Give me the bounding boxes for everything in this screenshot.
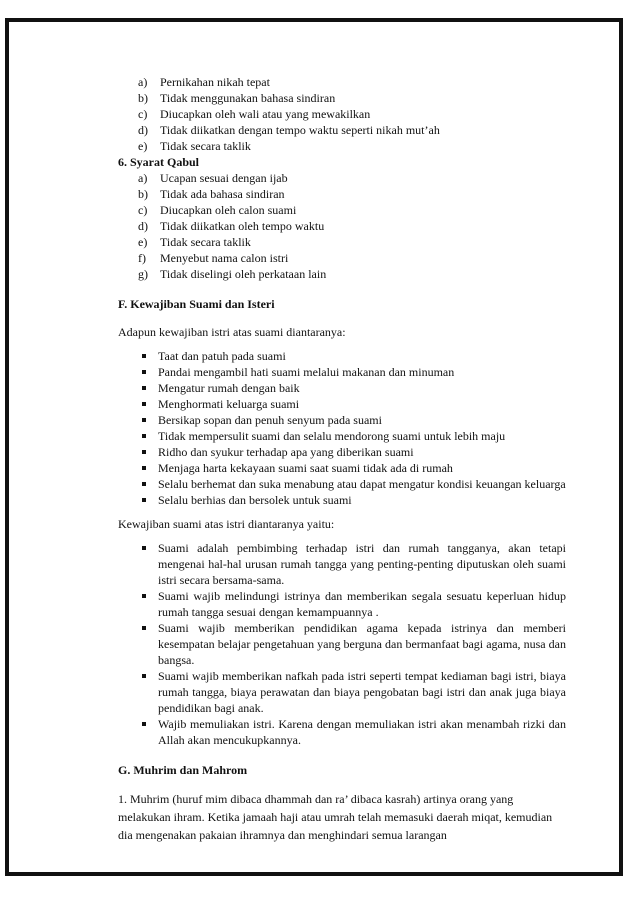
list-item: Wajib memuliakan istri. Karena dengan memuliakan istri akan menambah rizki dan Allah akan mencukupkannya. [158, 717, 566, 747]
list-item: Suami wajib melindungi istrinya dan memberikan segala sesuatu keperluan hidup rumah tangga sesuai dengan kemampuannya . [158, 589, 566, 619]
list-item: c) Diucapkan oleh wali atau yang mewakilkan [138, 107, 371, 121]
list-item: Mengatur rumah dengan baik [158, 380, 566, 396]
list-item: b) Tidak menggunakan bahasa sindiran [138, 91, 336, 105]
list-item: Taat dan patuh pada suami [158, 348, 566, 364]
list-syarat-qabul [118, 170, 566, 282]
page-content [118, 74, 566, 844]
section-f-heading: F. Kewajiban Suami dan Isteri [118, 297, 275, 311]
list-item: b) Tidak ada bahasa sindiran [138, 187, 285, 201]
list-item: Selalu berhemat dan suka menabung atau dapat mengatur kondisi keuangan keluarga [158, 477, 566, 491]
list-item: Menjaga harta kekayaan suami saat suami tidak ada di rumah [158, 460, 566, 476]
list-syarat-ijab [118, 74, 566, 154]
kewajiban-istri-intro: Adapun kewajiban istri atas suami diantaranya: [118, 325, 346, 339]
kewajiban-suami-intro: Kewajiban suami atas istri diantaranya yaitu: [118, 517, 335, 531]
list-item: Ridho dan syukur terhadap apa yang diberikan suami [158, 444, 566, 460]
list-item: Tidak mempersulit suami dan selalu mendorong suami untuk lebih maju [158, 428, 566, 444]
list-item: e) Tidak secara taklik [138, 139, 251, 153]
kewajiban-istri-list [118, 348, 566, 508]
list-item: Suami adalah pembimbing terhadap istri dan rumah tangganya, akan tetapi mengenai hal-hal urusan rumah tangga yang penting-penting diputuskan oleh suami istri secara bersama-sama. [158, 541, 566, 587]
section-g-heading: G. Muhrim dan Mahrom [118, 763, 248, 777]
list-item: Menghormati keluarga suami [158, 396, 566, 412]
list-item: e) Tidak secara taklik [138, 235, 251, 249]
list-item: a) Pernikahan nikah tepat [138, 75, 270, 89]
list-item: Suami wajib memberikan pendidikan agama kepada istrinya dan memberi kesempatan belajar pengetahuan yang berguna dan bermanfaat bagi agama, nusa dan bangsa. [158, 621, 566, 667]
list-item: Suami wajib memberikan nafkah pada istri seperti tempat kediaman bagi istri, biaya rumah tangga, biaya perawatan dan biaya pengobatan bagi istri dan anak juga biaya pendidikan bagi anak. [158, 669, 566, 715]
section-6-heading: 6. Syarat Qabul [118, 155, 200, 169]
list-item: Bersikap sopan dan penuh senyum pada suami [158, 412, 566, 428]
list-item: c) Diucapkan oleh calon suami [138, 203, 297, 217]
list-item: f) Menyebut nama calon istri [138, 251, 289, 265]
list-item: a) Ucapan sesuai dengan ijab [138, 171, 288, 185]
list-item: g) Tidak diselingi oleh perkataan lain [138, 267, 327, 281]
list-item: d) Tidak diikatkan dengan tempo waktu seperti nikah mut’ah [138, 123, 440, 137]
kewajiban-suami-list [118, 540, 566, 748]
muhrim-paragraph: 1. Muhrim (huruf mim dibaca dhammah dan ra’ dibaca kasrah) artinya orang yang melakukan ihram. Ketika jamaah haji atau umrah telah memasuki daerah miqat, kemudian dia mengenakan pakaian ihramnya dan menghindari semua larangan [118, 792, 553, 842]
list-item: Selalu berhias dan bersolek untuk suami [158, 492, 566, 508]
list-item: d) Tidak diikatkan oleh tempo waktu [138, 219, 325, 233]
list-item: Pandai mengambil hati suami melalui makanan dan minuman [158, 364, 566, 380]
